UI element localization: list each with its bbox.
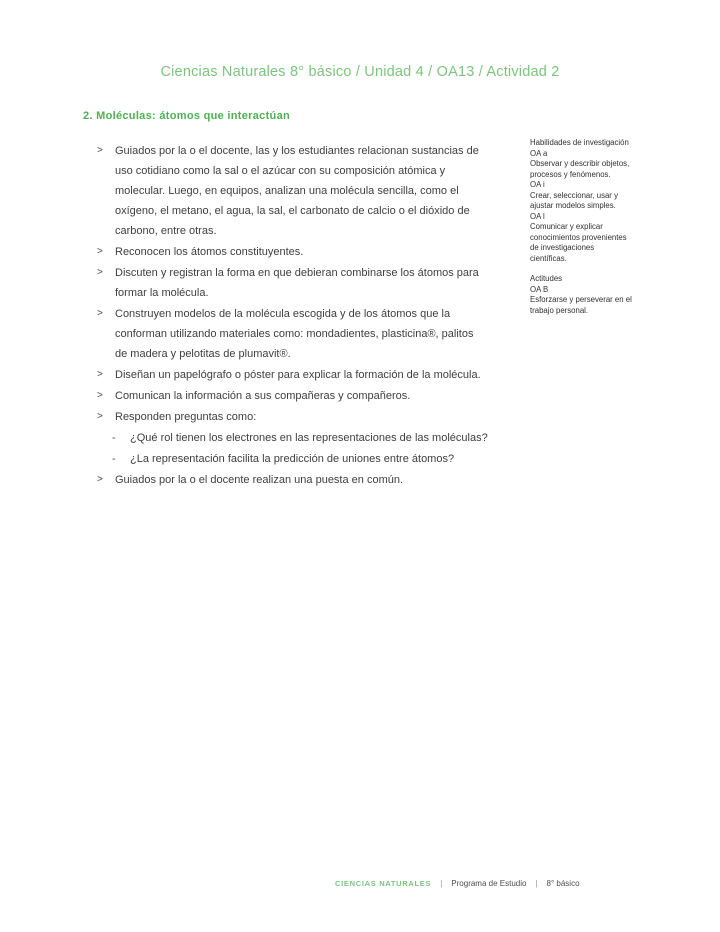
page-footer xyxy=(335,879,580,888)
list-item xyxy=(97,407,485,427)
bullet-icon: > xyxy=(97,145,103,156)
list-item xyxy=(97,365,485,385)
sidebar-section-heading: Actitudes xyxy=(530,274,563,283)
list-item xyxy=(97,242,485,262)
bullet-icon: > xyxy=(97,267,103,278)
oa-description: Esforzarse y perseverar en el trabajo personal. xyxy=(530,295,632,315)
footer-separator: | xyxy=(440,879,443,888)
section-heading: 2. Moléculas: átomos que interactúan xyxy=(83,110,291,122)
sub-list-item xyxy=(112,428,532,448)
sub-bullet-text: ¿La representación facilita la predicción de uniones entre átomos? xyxy=(130,453,455,465)
bullet-text: Responden preguntas como: xyxy=(115,411,257,423)
oa-code: OA a xyxy=(530,148,548,158)
oa-code: OA i xyxy=(530,180,545,189)
bullet-text: Discuten y registran la forma en que debieran combinarse los átomos para formar la molécula. xyxy=(115,267,479,299)
sidebar-objectives xyxy=(530,138,632,316)
dash-icon: - xyxy=(112,432,116,444)
oa-description: Observar y describir objetos, procesos y fenómenos. xyxy=(530,159,630,179)
bullet-icon: > xyxy=(97,390,103,401)
bullet-icon: > xyxy=(97,411,103,422)
bullet-text: Guiados por la o el docente, las y los estudiantes relacionan sustancias de uso cotidiano como la sal o el azúcar con su composición atómica y molecular. Luego, en equipos, analizan una molécula sencilla, como el oxígeno, el metano, el agua, la sal, el carbonato de calcio o el dióxido de carbono, entre otras. xyxy=(115,145,479,237)
bullet-text: Reconocen los átomos constituyentes. xyxy=(115,246,304,258)
bullet-text: Diseñan un papelógrafo o póster para explicar la formación de la molécula. xyxy=(115,369,481,381)
bullet-icon: > xyxy=(97,246,103,257)
footer-grade-label: 8° básico xyxy=(546,879,580,888)
sub-bullet-text: ¿Qué rol tienen los electrones en las representaciones de las moléculas? xyxy=(130,432,488,444)
dash-icon: - xyxy=(112,453,116,465)
bullet-icon: > xyxy=(97,308,103,319)
page-title: Ciencias Naturales 8° básico / Unidad 4 / OA13 / Actividad 2 xyxy=(160,64,560,80)
bullet-text: Comunican la información a sus compañeras y compañeros. xyxy=(115,390,411,402)
sidebar-section-heading: Habilidades de investigación xyxy=(530,138,629,147)
bullet-text: Guiados por la o el docente realizan una puesta en común. xyxy=(115,474,404,486)
list-item xyxy=(97,304,485,364)
oa-code: OA l xyxy=(530,211,545,221)
oa-description: Crear, seleccionar, usar y ajustar modelos simples. xyxy=(530,190,618,210)
bullet-icon: > xyxy=(97,474,103,485)
list-item xyxy=(97,386,485,406)
oa-code: OA B xyxy=(530,284,549,294)
sidebar-section xyxy=(530,274,632,316)
sub-list-item xyxy=(112,449,532,469)
footer-program-label: Programa de Estudio xyxy=(451,879,527,888)
bullet-text: Construyen modelos de la molécula escogida y de los átomos que la conforman utilizando materiales como: mondadientes, plasticina®, palitos de madera y pelotitas de plumavit®. xyxy=(115,308,474,360)
sidebar-section xyxy=(530,138,632,264)
bullet-icon: > xyxy=(97,369,103,380)
list-item xyxy=(97,470,485,490)
list-item xyxy=(97,141,485,241)
oa-description: Comunicar y explicar conocimientos provenientes de investigaciones científicas. xyxy=(530,222,627,263)
footer-separator: | xyxy=(535,879,538,888)
list-item xyxy=(97,263,485,303)
footer-brand: CIENCIAS NATURALES xyxy=(335,879,432,888)
activity-bullet-list xyxy=(97,141,488,491)
